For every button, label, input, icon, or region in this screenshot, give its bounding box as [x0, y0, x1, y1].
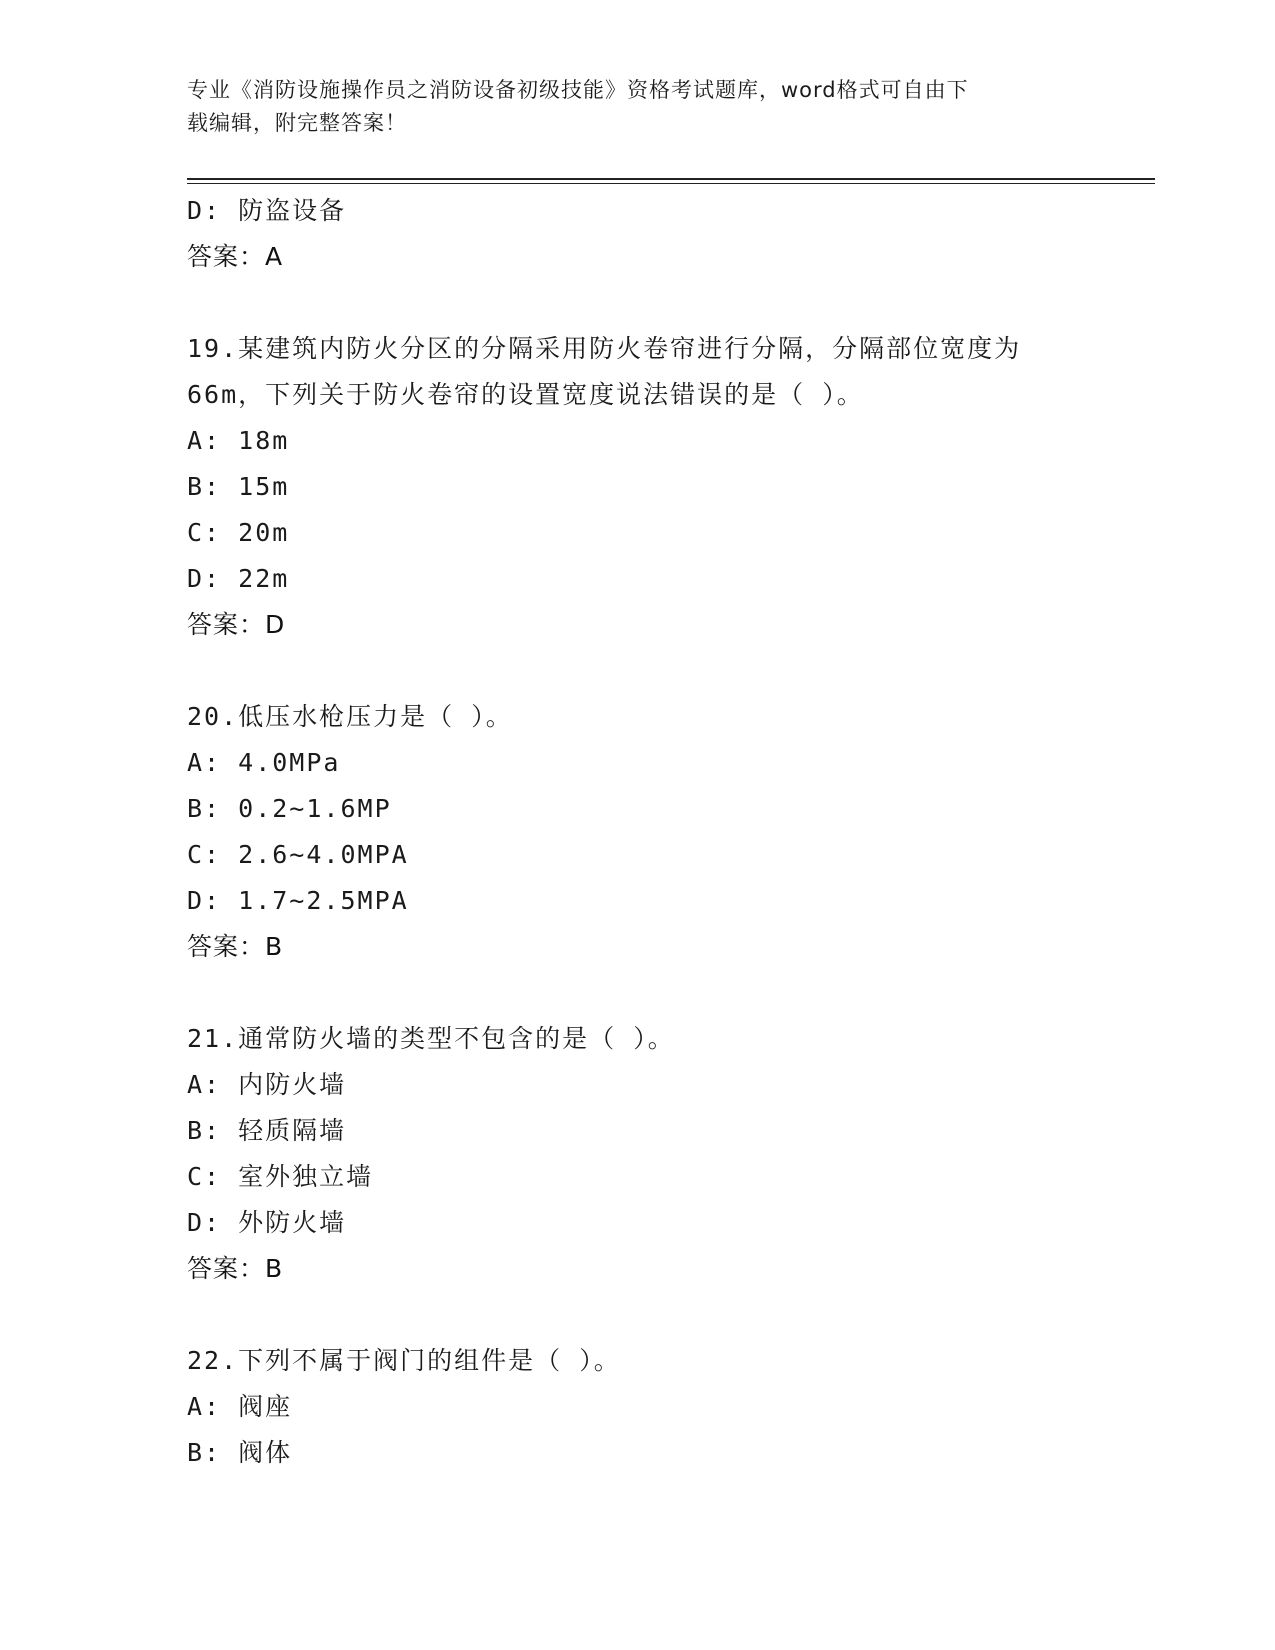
- spacer: [187, 1292, 1155, 1338]
- option-d: D: 外防火墙: [187, 1208, 347, 1237]
- prev-answer: 答案：A: [187, 242, 284, 271]
- spacer: [187, 280, 1155, 326]
- question-stem: 22.下列不属于阀门的组件是（ ）。: [187, 1346, 621, 1375]
- question-stem: 19.某建筑内防火分区的分隔采用防火卷帘进行分隔，分隔部位宽度为: [187, 334, 1022, 363]
- spacer: [187, 648, 1155, 694]
- option-a: A: 阀座: [187, 1392, 293, 1421]
- option-b: B: 阀体: [187, 1438, 293, 1467]
- header-divider: [187, 178, 1155, 184]
- question-list: [187, 188, 1155, 1476]
- question-19: [187, 326, 1155, 648]
- option-d: D: 22m: [187, 564, 290, 593]
- question-20: [187, 694, 1155, 970]
- answer-label: 答案：B: [187, 932, 284, 961]
- option-a: A: 内防火墙: [187, 1070, 347, 1099]
- spacer: [187, 970, 1155, 1016]
- question-21: [187, 1016, 1155, 1292]
- option-b: B: 轻质隔墙: [187, 1116, 347, 1145]
- question-22: [187, 1338, 1155, 1476]
- option-a: A: 18m: [187, 426, 290, 455]
- option-c: C: 2.6~4.0MPA: [187, 840, 409, 869]
- option-b: B: 0.2~1.6MP: [187, 794, 392, 823]
- header-line-1: 专业《消防设施操作员之消防设备初级技能》资格考试题库，word格式可自由下: [187, 78, 969, 102]
- answer-label: 答案：D: [187, 610, 286, 639]
- page-header: [187, 74, 1087, 140]
- option-d: D: 1.7~2.5MPA: [187, 886, 409, 915]
- option-a: A: 4.0MPa: [187, 748, 341, 777]
- prev-option-d: D: 防盗设备: [187, 196, 347, 225]
- question-stem: 21.通常防火墙的类型不包含的是（ ）。: [187, 1024, 675, 1053]
- option-c: C: 20m: [187, 518, 290, 547]
- question-stem: 20.低压水枪压力是（ ）。: [187, 702, 513, 731]
- option-c: C: 室外独立墙: [187, 1162, 374, 1191]
- question-stem-cont: 66m，下列关于防火卷帘的设置宽度说法错误的是（ ）。: [187, 380, 864, 409]
- option-b: B: 15m: [187, 472, 290, 501]
- header-line-2: 载编辑，附完整答案！: [187, 111, 407, 135]
- answer-label: 答案：B: [187, 1254, 284, 1283]
